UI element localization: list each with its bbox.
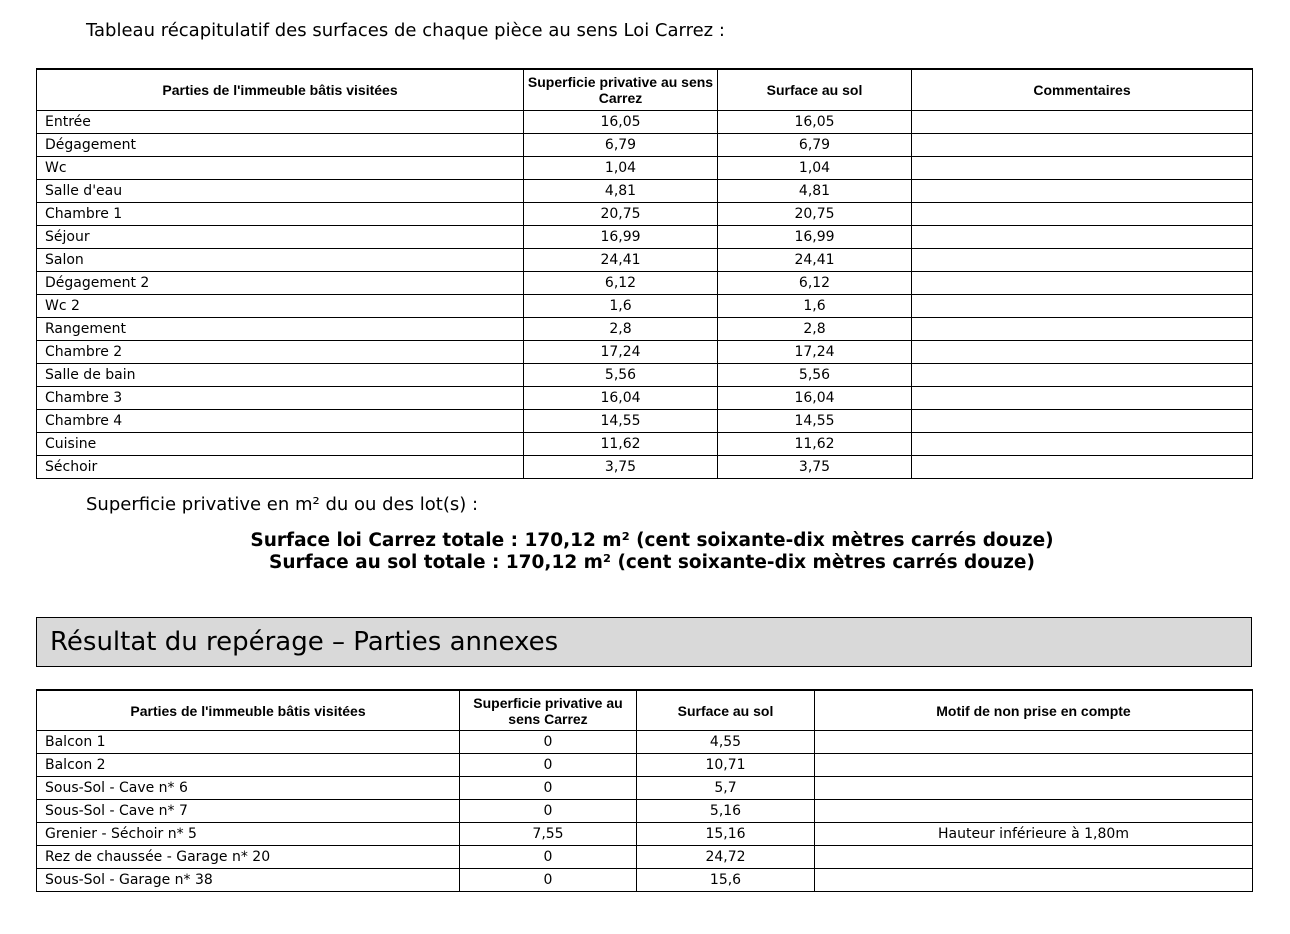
cell-carrez-area: 2,8 [524,318,718,341]
cell-room-name: Balcon 1 [37,731,460,754]
cell-comment [912,272,1253,295]
table-row [37,272,1253,295]
table-row [37,777,1253,800]
cell-room-name: Dégagement [37,134,524,157]
cell-floor-area: 15,6 [637,869,815,892]
table-row [37,157,1253,180]
cell-floor-area: 1,6 [718,295,912,318]
cell-floor-area: 24,41 [718,249,912,272]
cell-carrez-area: 1,04 [524,157,718,180]
cell-carrez-area: 4,81 [524,180,718,203]
table-row [37,341,1253,364]
cell-motif [815,777,1253,800]
cell-comment [912,456,1253,479]
header-motif: Motif de non prise en compte [815,690,1253,731]
cell-carrez-area: 0 [460,731,637,754]
table-row [37,869,1253,892]
cell-room-name: Dégagement 2 [37,272,524,295]
cell-floor-area: 6,79 [718,134,912,157]
table-row [37,387,1253,410]
cell-floor-area: 15,16 [637,823,815,846]
cell-room-name: Wc 2 [37,295,524,318]
cell-comment [912,410,1253,433]
cell-room-name: Cuisine [37,433,524,456]
table-header-row [37,690,1253,731]
cell-motif [815,800,1253,823]
cell-floor-area: 5,16 [637,800,815,823]
table-row [37,823,1253,846]
total-sol: Surface au sol totale : 170,12 m² (cent soixante-dix mètres carrés douze) [269,552,1035,573]
cell-room-name: Séjour [37,226,524,249]
header-carrez: Superficie privative au sens Carrez [524,69,718,111]
table-row [37,433,1253,456]
cell-comment [912,111,1253,134]
cell-floor-area: 4,81 [718,180,912,203]
cell-carrez-area: 6,12 [524,272,718,295]
cell-carrez-area: 6,79 [524,134,718,157]
cell-carrez-area: 16,05 [524,111,718,134]
table-row [37,318,1253,341]
table-row [37,203,1253,226]
cell-floor-area: 6,12 [718,272,912,295]
cell-carrez-area: 16,99 [524,226,718,249]
cell-floor-area: 20,75 [718,203,912,226]
cell-motif [815,846,1253,869]
cell-carrez-area: 0 [460,869,637,892]
cell-floor-area: 4,55 [637,731,815,754]
cell-floor-area: 5,56 [718,364,912,387]
table-row [37,295,1253,318]
cell-comment [912,180,1253,203]
cell-carrez-area: 20,75 [524,203,718,226]
cell-carrez-area: 16,04 [524,387,718,410]
table-row [37,249,1253,272]
cell-carrez-area: 0 [460,754,637,777]
cell-room-name: Rez de chaussée - Garage n* 20 [37,846,460,869]
header-parties: Parties de l'immeuble bâtis visitées [37,690,460,731]
header-parties: Parties de l'immeuble bâtis visitées [37,69,524,111]
cell-comment [912,341,1253,364]
cell-floor-area: 1,04 [718,157,912,180]
cell-floor-area: 2,8 [718,318,912,341]
cell-room-name: Rangement [37,318,524,341]
cell-carrez-area: 11,62 [524,433,718,456]
section-header [36,617,1252,667]
cell-room-name: Entrée [37,111,524,134]
header-commentaires: Commentaires [912,69,1253,111]
cell-carrez-area: 5,56 [524,364,718,387]
table-row [37,180,1253,203]
cell-room-name: Wc [37,157,524,180]
carrez-table [36,68,1253,479]
cell-room-name: Salon [37,249,524,272]
cut-off-heading-fragment [600,0,640,4]
cell-room-name: Chambre 4 [37,410,524,433]
cell-floor-area: 11,62 [718,433,912,456]
cell-floor-area: 14,55 [718,410,912,433]
table-header-row [37,69,1253,111]
table-row [37,364,1253,387]
cell-room-name: Chambre 2 [37,341,524,364]
cell-floor-area: 16,04 [718,387,912,410]
cell-comment [912,433,1253,456]
table-row [37,226,1253,249]
section-title: Résultat du repérage – Parties annexes [50,627,559,657]
header-carrez: Superficie privative au sens Carrez [460,690,637,731]
cell-carrez-area: 0 [460,846,637,869]
cell-motif [815,731,1253,754]
cell-motif [815,869,1253,892]
cell-floor-area: 17,24 [718,341,912,364]
table-row [37,134,1253,157]
cell-carrez-area: 7,55 [460,823,637,846]
cell-carrez-area: 14,55 [524,410,718,433]
cell-floor-area: 24,72 [637,846,815,869]
table-row [37,111,1253,134]
table-row [37,456,1253,479]
cell-comment [912,226,1253,249]
cell-carrez-area: 0 [460,800,637,823]
cell-room-name: Grenier - Séchoir n* 5 [37,823,460,846]
cell-floor-area: 3,75 [718,456,912,479]
total-carrez: Surface loi Carrez totale : 170,12 m² (cent soixante-dix mètres carrés douze) [250,530,1054,551]
cell-carrez-area: 0 [460,777,637,800]
cell-comment [912,134,1253,157]
cell-room-name: Sous-Sol - Cave n* 7 [37,800,460,823]
cell-room-name: Chambre 1 [37,203,524,226]
cell-floor-area: 10,71 [637,754,815,777]
header-sol: Surface au sol [637,690,815,731]
cell-floor-area: 16,05 [718,111,912,134]
cell-comment [912,387,1253,410]
table-row [37,731,1253,754]
cell-comment [912,364,1253,387]
cell-room-name: Chambre 3 [37,387,524,410]
cell-carrez-area: 3,75 [524,456,718,479]
cell-room-name: Sous-Sol - Cave n* 6 [37,777,460,800]
cell-comment [912,295,1253,318]
cell-room-name: Séchoir [37,456,524,479]
cell-motif: Hauteur inférieure à 1,80m [815,823,1253,846]
cell-carrez-area: 1,6 [524,295,718,318]
cell-comment [912,157,1253,180]
cell-comment [912,203,1253,226]
cell-comment [912,318,1253,341]
table-row [37,410,1253,433]
table-row [37,846,1253,869]
cell-room-name: Salle de bain [37,364,524,387]
cell-motif [815,754,1253,777]
intro-text: Tableau récapitulatif des surfaces de chaque pièce au sens Loi Carrez : [86,20,725,41]
cell-carrez-area: 24,41 [524,249,718,272]
table-row [37,800,1253,823]
cell-floor-area: 5,7 [637,777,815,800]
cell-floor-area: 16,99 [718,226,912,249]
summary-text: Superficie privative en m² du ou des lot(s) : [86,494,479,515]
cell-room-name: Balcon 2 [37,754,460,777]
cell-comment [912,249,1253,272]
header-sol: Surface au sol [718,69,912,111]
cell-carrez-area: 17,24 [524,341,718,364]
cell-room-name: Sous-Sol - Garage n* 38 [37,869,460,892]
table-row [37,754,1253,777]
cell-room-name: Salle d'eau [37,180,524,203]
annex-table [36,689,1253,892]
